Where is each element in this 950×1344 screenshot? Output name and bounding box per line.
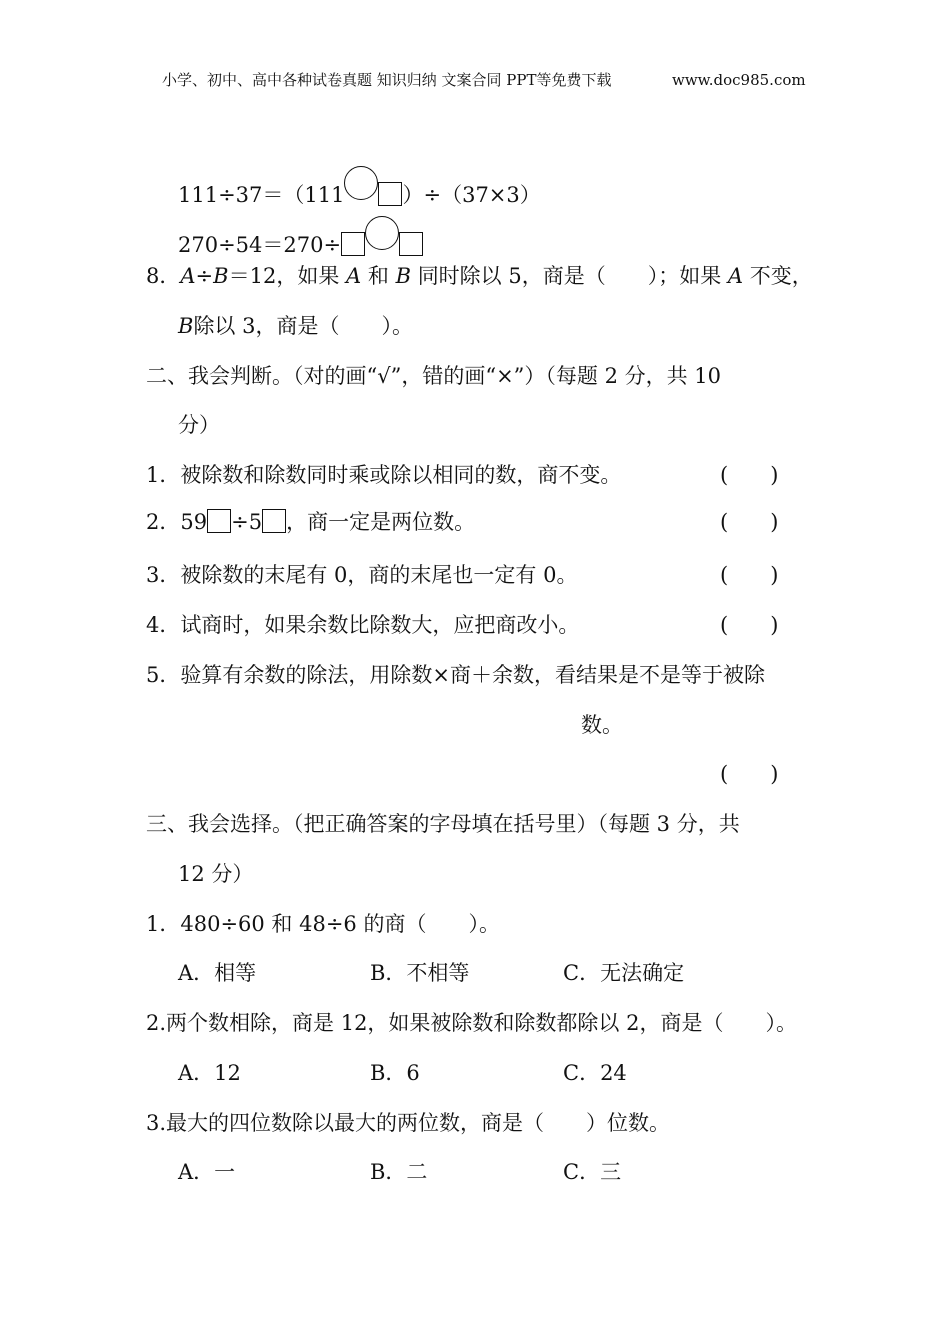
choice-question-2: 2.两个数相除，商是 12，如果被除数和除数都除以 2，商是（ ）。 [146,1011,797,1035]
option-c[interactable]: C．24 [563,1061,627,1085]
option-b[interactable]: B．不相等 [370,961,470,985]
header-text: 小学、初中、高中各种试卷真题 知识归纳 文案合同 PPT等免费下载 [162,71,612,89]
answer-blank-2[interactable]: ( ) [720,510,779,534]
header-url: www.doc985.com [672,71,806,89]
option-c[interactable]: C．三 [563,1160,622,1184]
option-a[interactable]: A．12 [178,1061,241,1085]
item-text: 被除数的末尾有 0，商的末尾也一定有 0。 [180,563,578,587]
operator: ÷ [195,264,214,288]
item-number: 2． [146,510,181,534]
var-b: B [178,314,194,338]
section-2-title-cont: 分） [178,413,220,437]
equation-2-left: 270÷54＝270÷ [178,233,342,257]
square-blank [399,232,423,256]
equation-1 [178,166,541,209]
option-a[interactable]: A．一 [178,1160,236,1184]
option-c[interactable]: C．无法确定 [563,961,685,985]
q8-text: ＝12，如果 [228,264,340,288]
answer-blank-4[interactable]: ( ) [720,613,779,637]
var-b: B [213,264,229,288]
choice-question-3: 3.最大的四位数除以最大的两位数，商是（ ）位数。 [146,1111,671,1135]
item-text: ，商一定是两位数。 [286,510,476,534]
answer-blank-5[interactable]: ( ) [720,762,779,786]
judge-item-4 [146,611,579,639]
option-b[interactable]: B．二 [370,1160,428,1184]
square-blank [207,509,231,533]
section-2-title: 二、我会判断。（对的画“√”，错的画“×”）（每题 2 分，共 10 [146,364,722,388]
item-text: ÷5 [231,510,263,534]
equation-2 [178,216,423,259]
section-3-title: 三、我会选择。（把正确答案的字母填在括号里）（每题 3 分，共 [146,812,740,836]
option-a[interactable]: A．相等 [178,961,257,985]
option-b[interactable]: B．6 [370,1061,420,1085]
judge-item-5 [146,661,765,689]
question-8 [146,262,813,290]
judge-item-5-cont: 数。 [581,713,623,737]
choice-question-1: 1．480÷60 和 48÷6 的商（ ）。 [146,912,500,936]
section-3-title-cont: 12 分） [178,862,254,886]
page-header [162,70,612,90]
circle-blank [344,166,378,200]
var-a: A [180,264,196,288]
q8-text: 不变， [749,264,813,288]
var-a: A [727,264,744,288]
judge-item-1 [146,461,621,489]
judge-item-2 [146,508,475,536]
item-number: 3． [146,563,181,587]
question-number: 8． [146,264,181,288]
square-blank [341,232,365,256]
q8-text: 同时除以 5，商是（ ）；如果 [417,264,722,288]
item-text: 59 [180,510,208,534]
item-number: 1． [146,463,181,487]
item-text: 验算有余数的除法，用除数×商＋余数，看结果是不是等于被除 [180,663,765,687]
equation-1-left: 111÷37＝（111 [178,183,345,207]
judge-item-3 [146,561,577,589]
answer-blank-1[interactable]: ( ) [720,463,779,487]
q8-text: 和 [367,264,389,288]
circle-blank [365,216,399,250]
item-text: 被除数和除数同时乘或除以相同的数，商不变。 [180,463,622,487]
square-blank [262,509,286,533]
answer-blank-3[interactable]: ( ) [720,563,779,587]
q8-text: 除以 3，商是（ ）。 [193,314,413,338]
item-text: 试商时，如果余数比除数大，应把商改小。 [180,613,580,637]
question-8-line-2 [178,312,413,340]
square-blank [378,182,402,206]
var-a: A [346,264,362,288]
item-number: 4． [146,613,181,637]
equation-1-right: ）÷（37×3） [402,183,541,207]
var-b: B [395,264,411,288]
item-number: 5． [146,663,181,687]
